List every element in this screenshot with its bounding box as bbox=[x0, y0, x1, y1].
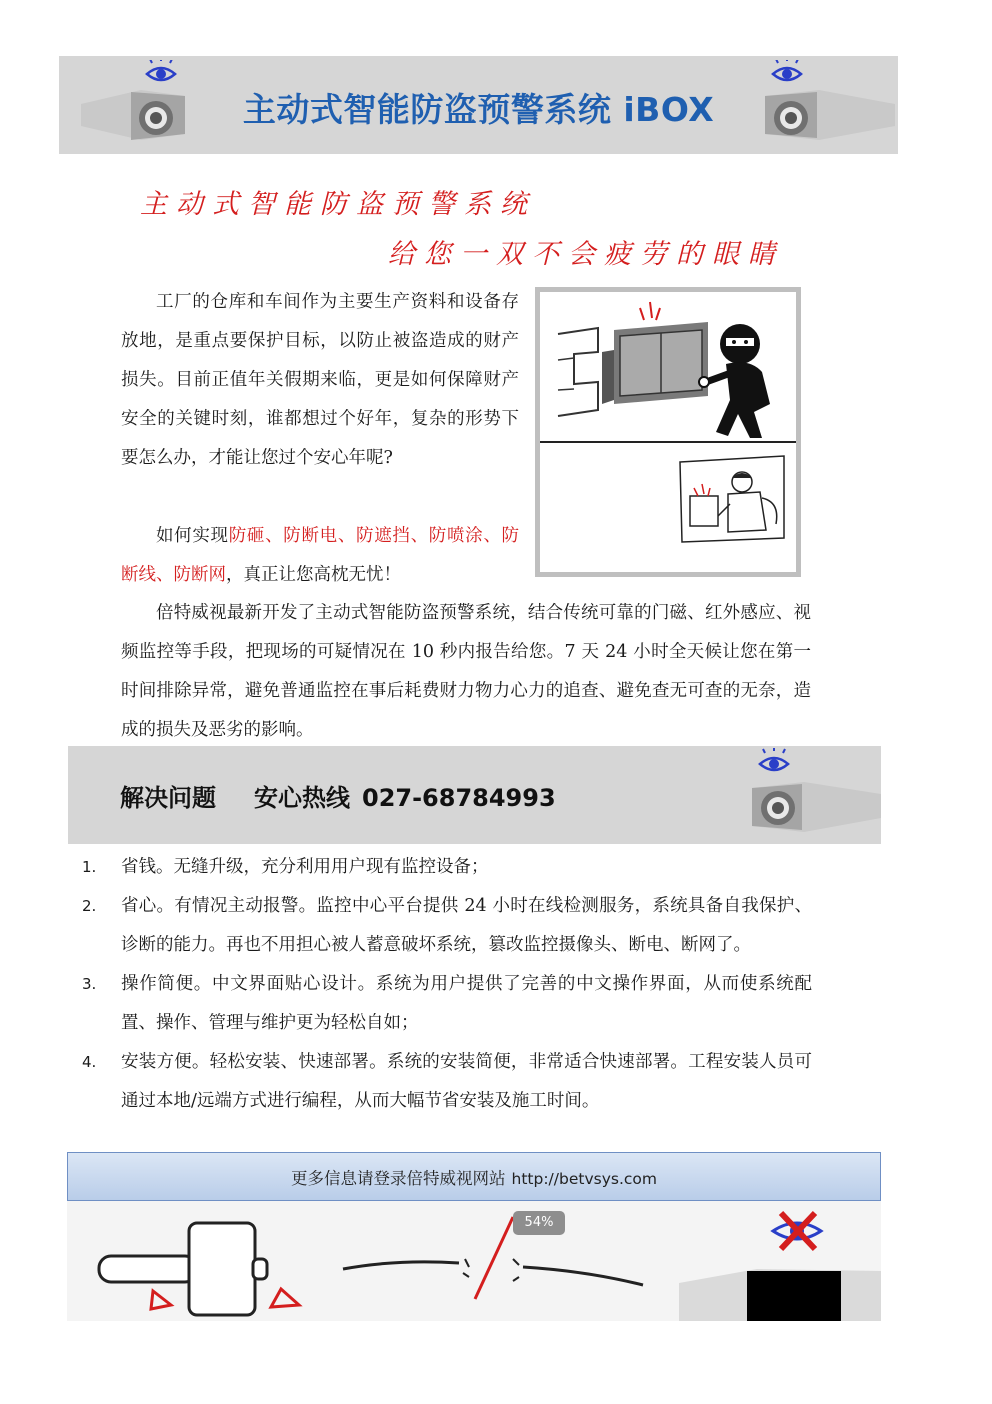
list-item-number: 1. bbox=[82, 858, 97, 876]
progress-badge: 54% bbox=[513, 1211, 565, 1235]
list-item-number: 2. bbox=[82, 897, 97, 915]
list-item bbox=[82, 965, 812, 1043]
list-item bbox=[82, 848, 812, 887]
benefits-list bbox=[82, 848, 812, 1121]
protection-features-paragraph bbox=[121, 517, 519, 595]
features-prefix: 如何实现 bbox=[156, 526, 229, 546]
footer-label: 更多信息请登录倍特威视网站 bbox=[291, 1169, 506, 1188]
features-highlight: 防砸、防断电、防遮挡、防喷涂、防断线、防断网 bbox=[121, 526, 520, 585]
list-item bbox=[82, 1043, 812, 1121]
security-camera-icon bbox=[759, 60, 895, 152]
security-camera-icon bbox=[748, 748, 881, 842]
product-paragraph: 倍特威视最新开发了主动式智能防盗预警系统，结合传统可靠的门磁、红外感应、视频监控等手段，把现场的可疑情况在 10 秒内报告给您。7 天 24 小时全天候让您在第一时间排除异常，避免普通监控在事后耗费财力物力心力的追查、避免查无可查的无奈，造成的损失及恶劣的影响。 bbox=[121, 603, 811, 740]
bottom-illustration-strip bbox=[67, 1201, 881, 1321]
list-item-text: 安装方便。轻松安装、快速部署。系统的安装简便，非常适合快速部署。工程安装人员可通过本地/远端方式进行编程，从而大幅节省安装及施工时间。 bbox=[121, 1052, 812, 1111]
slogan-line-1: 主动式智能防盗预警系统 bbox=[140, 189, 536, 220]
footer-bar bbox=[67, 1152, 881, 1201]
list-item-text: 省钱。无缝升级，充分利用用户现有监控设备； bbox=[121, 857, 489, 877]
thief-illustration bbox=[535, 287, 801, 577]
intro-paragraph: 工厂的仓库和车间作为主要生产资料和设备存放地，是重点要保护目标，以防止被盗造成的财产损失。目前正值年关假期来临，更是如何保障财产安全的关键时刻，谁都想过个好年，复杂的形势下要怎么办，才能让您过个安心年呢? bbox=[121, 292, 519, 468]
hotline-number: 027-68784993 bbox=[362, 784, 556, 812]
eye-icon bbox=[147, 60, 175, 80]
list-item-text: 省心。有情况主动报警。监控中心平台提供 24 小时在线检测服务，系统具备自我保护、诊断的能力。再也不用担心被人蓄意破坏系统，篡改监控摄像头、断电、断网了。 bbox=[121, 896, 812, 955]
hotline-label: 安心热线 bbox=[254, 784, 350, 812]
list-item bbox=[82, 887, 812, 965]
hammer-icon bbox=[99, 1223, 299, 1315]
footer-text bbox=[68, 1165, 880, 1189]
list-item-number: 4. bbox=[82, 1053, 97, 1071]
blocked-camera-icon bbox=[679, 1213, 881, 1321]
section-heading: 解决问题 bbox=[120, 784, 216, 812]
list-item-text: 操作简便。中文界面贴心设计。系统为用户提供了完善的中文操作界面，从而使系统配置、操作、管理与维护更为轻松自如； bbox=[121, 974, 812, 1033]
section-title bbox=[120, 778, 556, 813]
section-header bbox=[68, 746, 881, 844]
eye-icon bbox=[760, 748, 788, 770]
website-link[interactable]: http://betvsys.com bbox=[511, 1170, 657, 1188]
header-banner bbox=[59, 56, 898, 154]
features-suffix: ，真正让您高枕无忧！ bbox=[226, 565, 401, 585]
header-title: 主动式智能防盗预警系统 iBOX bbox=[242, 90, 715, 129]
slogan-line-2: 给您一双不会疲劳的眼睛 bbox=[388, 239, 784, 270]
list-item-number: 3. bbox=[82, 975, 97, 993]
eye-icon bbox=[773, 60, 801, 80]
cut-cable-icon bbox=[343, 1217, 643, 1299]
